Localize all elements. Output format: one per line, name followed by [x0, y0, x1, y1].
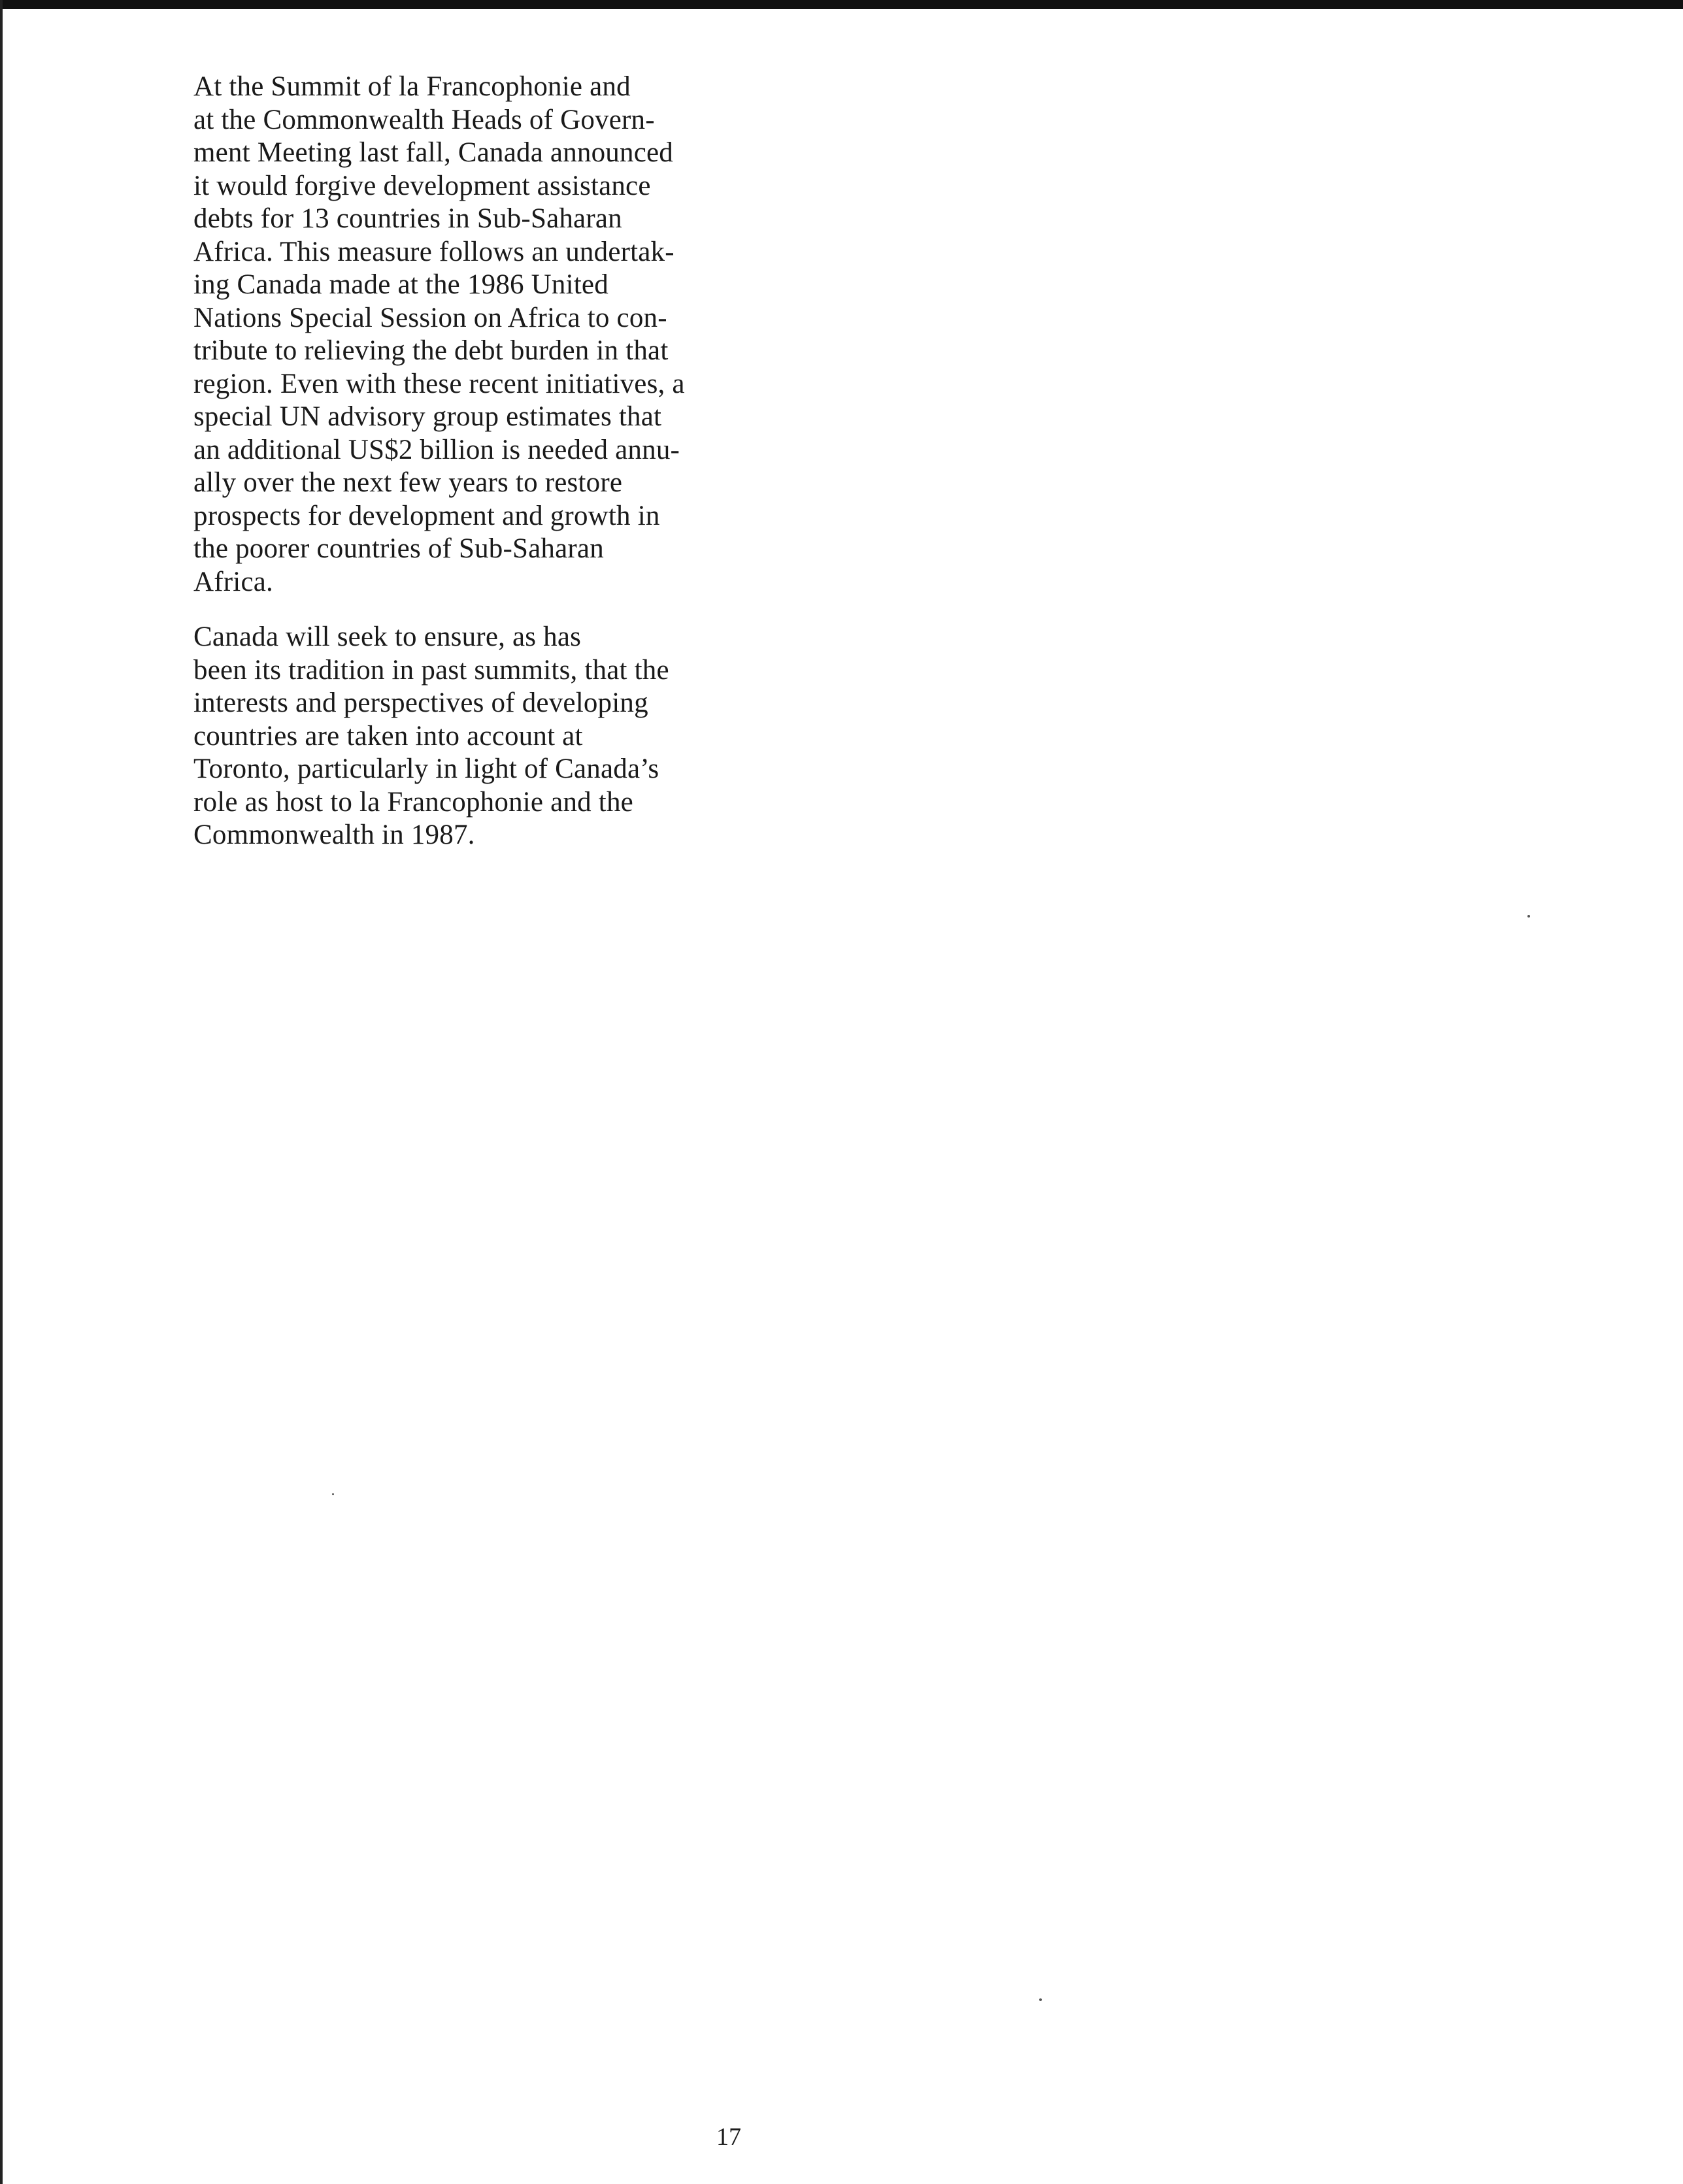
text-line: Africa. This measure follows an undertak-: [193, 236, 675, 267]
text-line: debts for 13 countries in Sub-Saharan: [193, 203, 622, 234]
text-line: ing Canada made at the 1986 United: [193, 269, 608, 300]
scan-speck: [332, 1493, 334, 1495]
scan-speck: [1039, 1998, 1042, 2001]
text-line: ment Meeting last fall, Canada announced: [193, 137, 673, 168]
text-line: an additional US$2 billion is needed annu-: [193, 434, 680, 465]
text-line: At the Summit of la Francophonie and: [193, 71, 631, 102]
text-line: tribute to relieving the debt burden in that: [193, 335, 669, 366]
left-border-rule: [0, 0, 3, 2184]
paragraph-debt-forgiveness: [133, 71, 702, 599]
text-line: Toronto, particularly in light of Canada’s: [193, 753, 659, 784]
top-border-rule: [0, 0, 1683, 9]
paragraph-developing-countries: [133, 621, 702, 852]
page-number: 17: [716, 2123, 741, 2151]
text-line: ally over the next few years to restore: [193, 467, 623, 498]
text-line: Canada will seek to ensure, as has: [193, 621, 582, 652]
text-line: it would forgive development assistance: [193, 170, 651, 201]
scan-speck: [1527, 915, 1530, 918]
text-column: [133, 71, 702, 874]
text-line: Africa.: [193, 566, 273, 597]
text-line: region. Even with these recent initiatives, a: [193, 368, 685, 399]
text-line: prospects for development and growth in: [193, 500, 660, 531]
text-line: countries are taken into account at: [193, 720, 583, 752]
text-line: the poorer countries of Sub-Saharan: [193, 533, 604, 564]
text-line: at the Commonwealth Heads of Govern-: [193, 104, 655, 135]
text-line: role as host to la Francophonie and the: [193, 786, 633, 818]
text-line: Nations Special Session on Africa to con-: [193, 302, 667, 333]
text-line: interests and perspectives of developing: [193, 687, 648, 718]
text-line: special UN advisory group estimates that: [193, 401, 662, 432]
text-line: Commonwealth in 1987.: [193, 819, 475, 850]
text-line: been its tradition in past summits, that the: [193, 654, 669, 686]
